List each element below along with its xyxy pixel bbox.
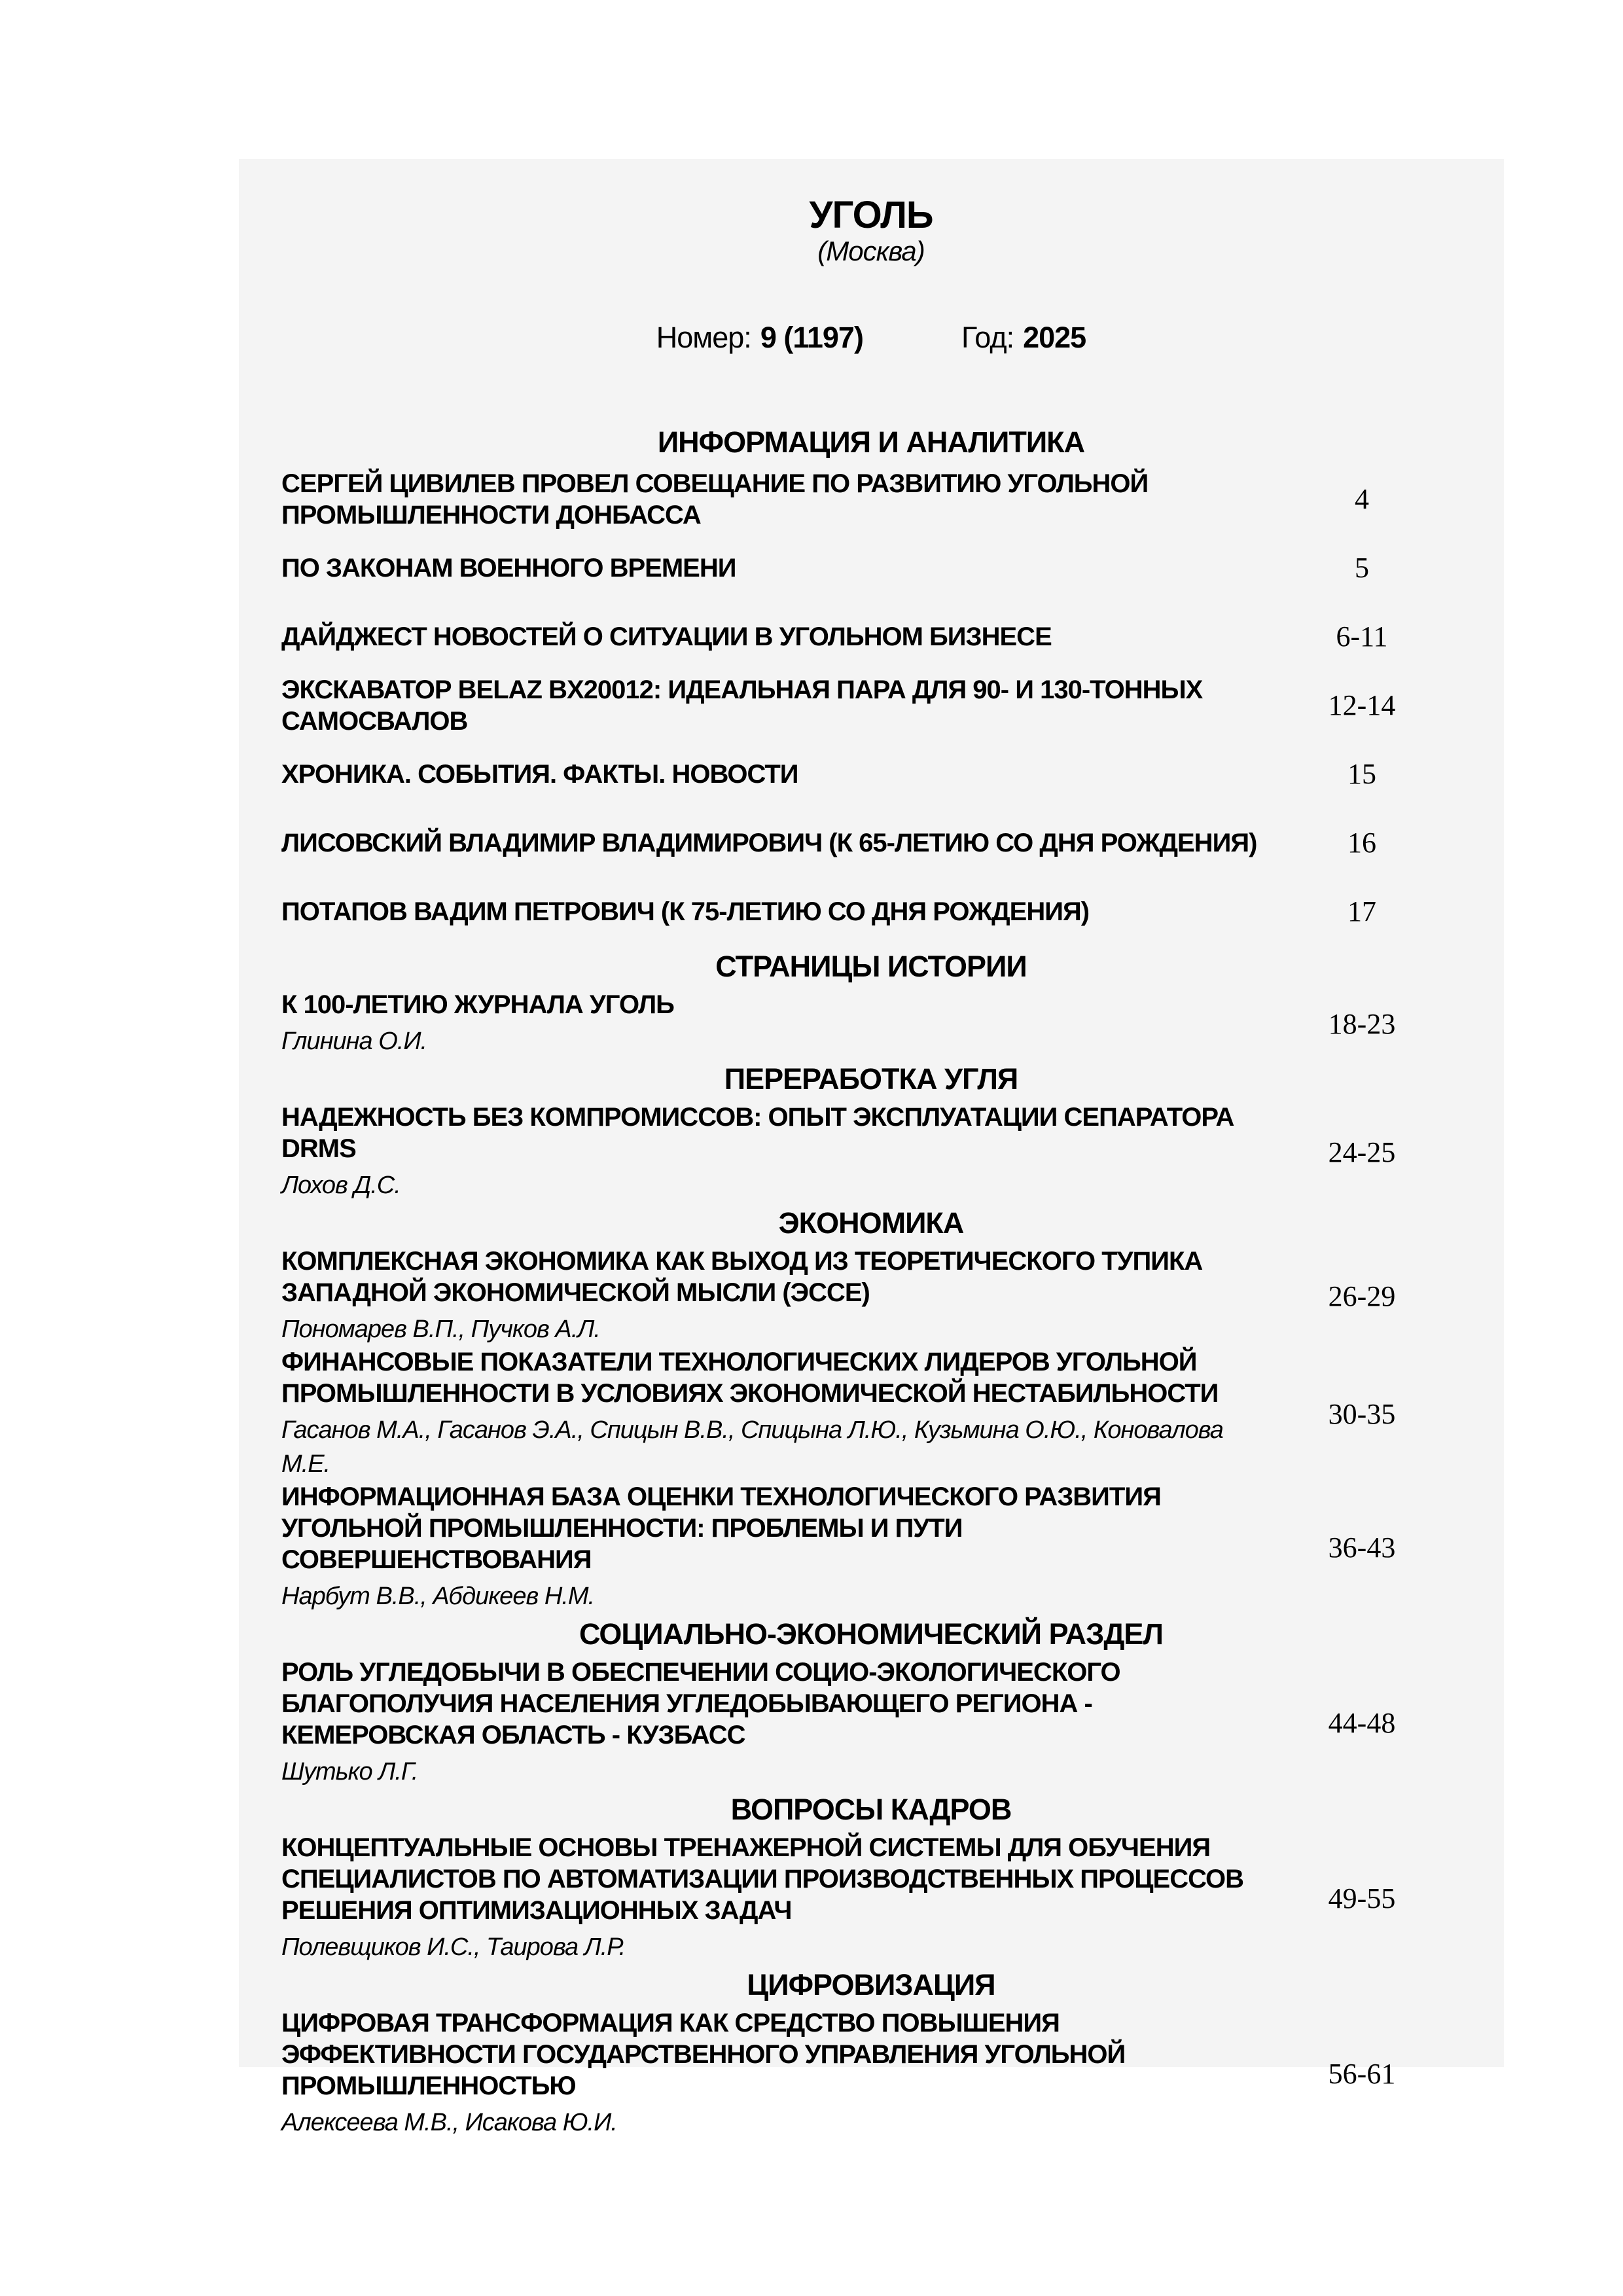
issue-year-line — [281, 319, 1461, 356]
article-title: РОЛЬ УГЛЕДОБЫЧИ В ОБЕСПЕЧЕНИИ СОЦИО-ЭКОЛОГИЧЕСКОГО БЛАГОПОЛУЧИЯ НАСЕЛЕНИЯ УГЛЕДОБЫВАЮЩЕГО РЕГИОНА - КЕМЕРОВСКАЯ ОБЛАСТЬ - КУЗБАСС — [281, 1658, 1120, 1749]
article-pages: 56-61 — [1328, 2057, 1396, 2090]
article-title: ЛИСОВСКИЙ ВЛАДИМИР ВЛАДИМИРОВИЧ (К 65-ЛЕТИЮ СО ДНЯ РОЖДЕНИЯ) — [281, 828, 1257, 857]
article-entry — [281, 808, 1461, 877]
article-pages: 36-43 — [1328, 1531, 1396, 1564]
article-entry — [281, 1657, 1461, 1789]
article-pages: 24-25 — [1328, 1136, 1396, 1168]
journal-title: УГОЛЬ — [809, 194, 933, 236]
article-entry — [281, 671, 1461, 740]
article-authors: Пономарев В.П., Пучков А.Л. — [281, 1316, 600, 1343]
article-entry — [281, 602, 1461, 671]
section-heading-socio-economic: СОЦИАЛЬНО-ЭКОНОМИЧЕСКИЙ РАЗДЕЛ — [579, 1617, 1164, 1651]
article-title: ХРОНИКА. СОБЫТИЯ. ФАКТЫ. НОВОСТИ — [281, 759, 798, 789]
article-title: ФИНАНСОВЫЕ ПОКАЗАТЕЛИ ТЕХНОЛОГИЧЕСКИХ ЛИДЕРОВ УГОЛЬНОЙ ПРОМЫШЛЕННОСТИ В УСЛОВИЯХ ЭКОНОМИЧЕСКОЙ НЕСТАБИЛЬНОСТИ — [281, 1348, 1219, 1408]
issue-label: Номер: — [656, 321, 751, 354]
article-title: К 100-ЛЕТИЮ ЖУРНАЛА УГОЛЬ — [281, 990, 674, 1019]
journal-masthead — [281, 196, 1461, 268]
article-authors: Лохов Д.С. — [281, 1172, 401, 1199]
section-heading-coal-processing: ПЕРЕРАБОТКА УГЛЯ — [724, 1062, 1018, 1096]
toc-page — [239, 159, 1504, 2136]
issue-value: 9 (1197) — [760, 321, 863, 354]
article-pages: 4 — [1355, 483, 1369, 515]
article-entry — [281, 877, 1461, 946]
article-title: ЦИФРОВАЯ ТРАНСФОРМАЦИЯ КАК СРЕДСТВО ПОВЫШЕНИЯ ЭФФЕКТИВНОСТИ ГОСУДАРСТВЕННОГО УПРАВЛЕНИЯ УГОЛЬНОЙ ПРОМЫШЛЕННОСТЬЮ — [281, 2009, 1126, 2100]
article-authors: Нарбут В.В., Абдикеев Н.М. — [281, 1583, 595, 1610]
article-pages: 30-35 — [1328, 1397, 1396, 1430]
article-pages: 44-48 — [1328, 1706, 1396, 1739]
article-pages: 12-14 — [1328, 689, 1396, 721]
article-pages: 16 — [1347, 827, 1376, 859]
article-title: НАДЕЖНОСТЬ БЕЗ КОМПРОМИССОВ: ОПЫТ ЭКСПЛУАТАЦИИ СЕПАРАТОРА DRMS — [281, 1103, 1234, 1163]
article-entry — [281, 1246, 1461, 1346]
article-entry — [281, 1481, 1461, 1613]
article-entry — [281, 1102, 1461, 1202]
article-entry — [281, 1832, 1461, 1964]
year-value: 2025 — [1023, 321, 1086, 354]
section-heading-information-analytics: ИНФОРМАЦИЯ И АНАЛИТИКА — [657, 425, 1085, 459]
journal-city: (Москва) — [817, 236, 925, 266]
article-authors: Шутько Л.Г. — [281, 1758, 418, 1785]
article-authors: Глинина О.И. — [281, 1028, 427, 1055]
article-pages: 5 — [1355, 552, 1369, 584]
article-title: ПОТАПОВ ВАДИМ ПЕТРОВИЧ (К 75-ЛЕТИЮ СО ДНЯ РОЖДЕНИЯ) — [281, 897, 1090, 926]
article-pages: 18-23 — [1328, 1007, 1396, 1040]
article-pages: 15 — [1347, 758, 1376, 790]
article-title: ДАЙДЖЕСТ НОВОСТЕЙ О СИТУАЦИИ В УГОЛЬНОМ БИЗНЕСЕ — [281, 622, 1052, 651]
article-title: ИНФОРМАЦИОННАЯ БАЗА ОЦЕНКИ ТЕХНОЛОГИЧЕСКОГО РАЗВИТИЯ УГОЛЬНОЙ ПРОМЫШЛЕННОСТИ: ПРОБЛЕМЫ И ПУТИ СОВЕРШЕНСТВОВАНИЯ — [281, 1482, 1161, 1574]
article-title: КОМПЛЕКСНАЯ ЭКОНОМИКА КАК ВЫХОД ИЗ ТЕОРЕТИЧЕСКОГО ТУПИКА ЗАПАДНОЙ ЭКОНОМИЧЕСКОЙ МЫСЛИ (ЭССЕ) — [281, 1247, 1203, 1307]
year-label: Год: — [961, 321, 1014, 354]
article-pages: 6-11 — [1336, 620, 1388, 653]
section-heading-history-pages: СТРАНИЦЫ ИСТОРИИ — [715, 950, 1027, 983]
section-heading-digitalization: ЦИФРОВИЗАЦИЯ — [747, 1968, 995, 2001]
article-authors: Алексеева М.В., Исакова Ю.И. — [281, 2109, 617, 2136]
article-pages: 26-29 — [1328, 1280, 1396, 1312]
article-entry — [281, 1346, 1461, 1481]
article-title: ПО ЗАКОНАМ ВОЕННОГО ВРЕМЕНИ — [281, 553, 736, 583]
article-entry — [281, 989, 1461, 1058]
article-pages: 17 — [1347, 895, 1376, 927]
article-title: СЕРГЕЙ ЦИВИЛЕВ ПРОВЕЛ СОВЕЩАНИЕ ПО РАЗВИТИЮ УГОЛЬНОЙ ПРОМЫШЛЕННОСТИ ДОНБАССА — [281, 469, 1149, 529]
article-entry — [281, 533, 1461, 602]
article-entry — [281, 2007, 1461, 2140]
article-entry — [281, 465, 1461, 533]
section-heading-personnel: ВОПРОСЫ КАДРОВ — [730, 1793, 1012, 1826]
issue-year — [961, 319, 1086, 356]
article-title: ЭКСКАВАТОР BELAZ BX20012: ИДЕАЛЬНАЯ ПАРА ДЛЯ 90- И 130-ТОННЫХ САМОСВАЛОВ — [281, 675, 1203, 736]
article-entry — [281, 740, 1461, 808]
article-pages: 49-55 — [1328, 1882, 1396, 1914]
section-heading-economics: ЭКОНОМИКА — [778, 1206, 964, 1240]
article-authors: Полевщиков И.С., Таирова Л.Р. — [281, 1933, 626, 1961]
article-title: КОНЦЕПТУАЛЬНЫЕ ОСНОВЫ ТРЕНАЖЕРНОЙ СИСТЕМЫ ДЛЯ ОБУЧЕНИЯ СПЕЦИАЛИСТОВ ПО АВТОМАТИЗАЦИИ ПРОИЗВОДСТВЕННЫХ ПРОЦЕССОВ РЕШЕНИЯ ОПТИМИЗАЦИОННЫХ ЗАДАЧ — [281, 1833, 1243, 1925]
issue-number — [656, 319, 863, 356]
article-authors: Гасанов М.А., Гасанов Э.А., Спицын В.В., Спицына Л.Ю., Кузьмина О.Ю., Коновалова М.Е. — [281, 1416, 1223, 1478]
